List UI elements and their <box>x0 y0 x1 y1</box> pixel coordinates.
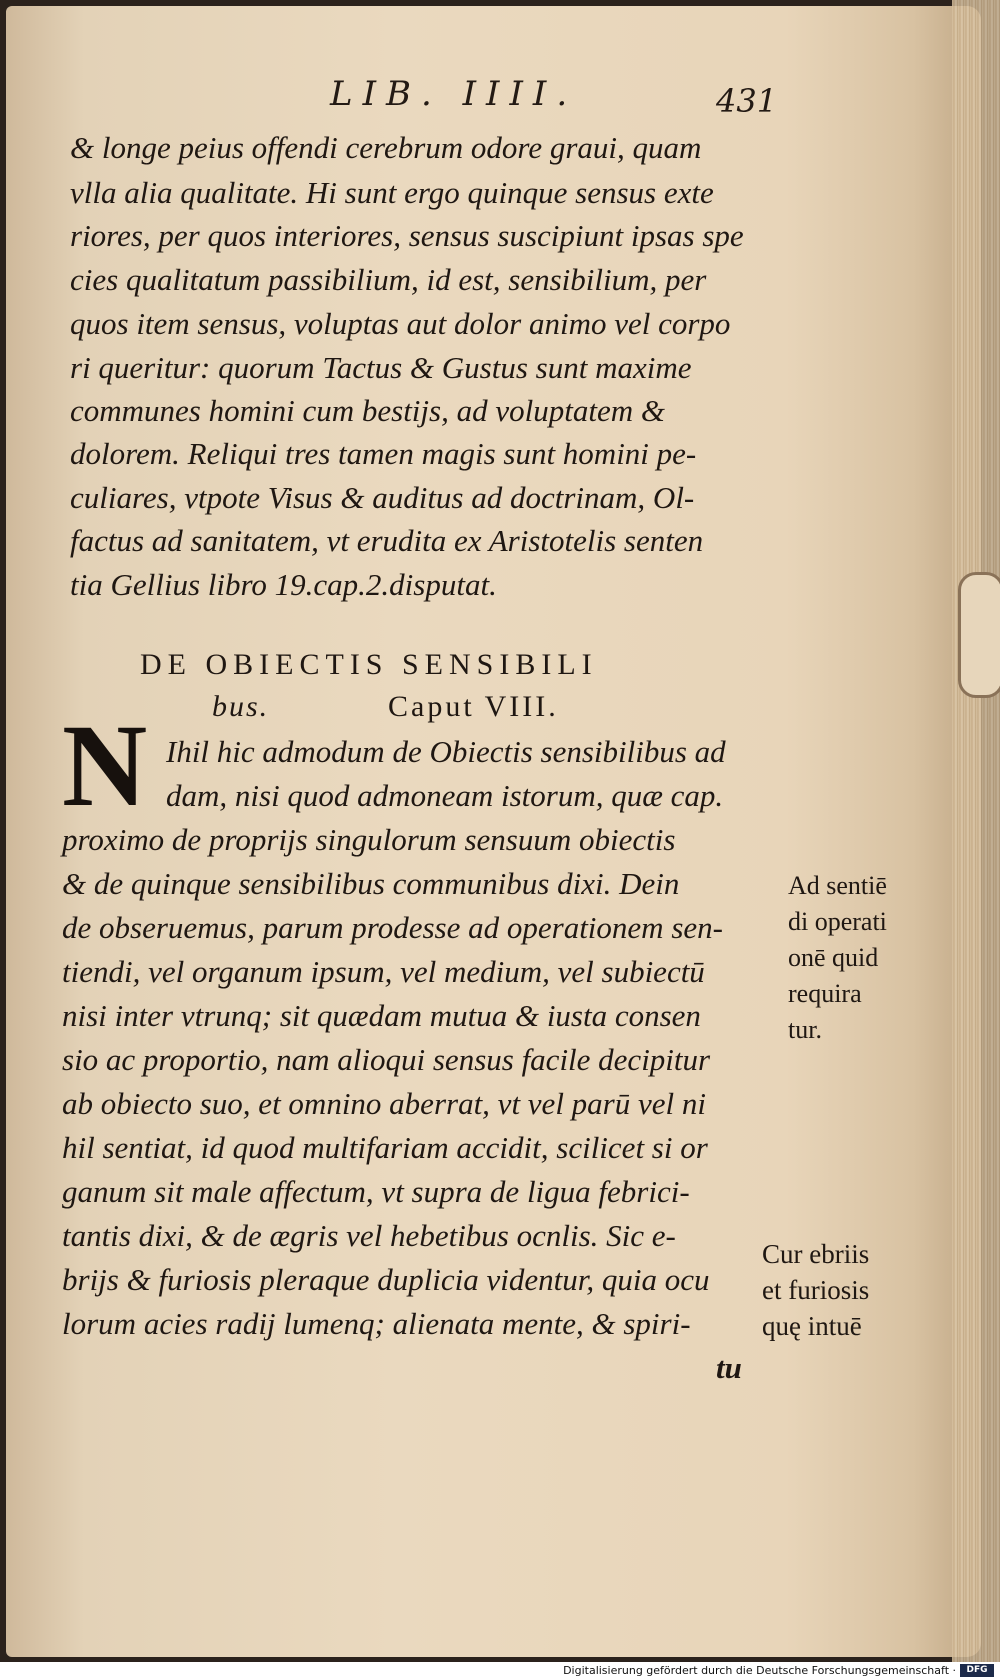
marginal-note-1 <box>788 868 887 1048</box>
text-line: communes homini cum bestijs, ad voluptatem & <box>70 393 665 428</box>
text-line: brijs & furiosis pleraque duplicia videntur, quia ocu <box>62 1262 710 1297</box>
chapter-heading: DE OBIECTIS SENSIBILI <box>140 648 598 681</box>
chapter-heading-continued: bus. <box>212 690 270 723</box>
text-line: ri queritur: quorum Tactus & Gustus sunt maxime <box>70 350 692 385</box>
text-line: ab obiecto suo, et omnino aberrat, vt vel parū vel ni <box>62 1086 706 1121</box>
text-line: factus ad sanitatem, vt erudita ex Aristotelis senten <box>70 523 704 558</box>
text-line: proximo de proprijs singulorum sensuum obiectis <box>62 822 676 857</box>
page-number: 431 <box>716 82 778 120</box>
clasp-mark <box>958 572 1000 698</box>
chapter-number: Caput VIII. <box>388 690 559 723</box>
text-line: lorum acies radij lumenq; alienata mente, & spiri- <box>62 1306 691 1341</box>
footer-bar <box>0 1662 1000 1679</box>
margin-note-line: tur. <box>788 1015 822 1044</box>
margin-note-line: onē quid <box>788 943 879 972</box>
dfg-logo: DFG <box>960 1664 994 1677</box>
text-line: quos item sensus, voluptas aut dolor animo vel corpo <box>70 306 731 341</box>
text-line: dolorem. Reliqui tres tamen magis sunt homini pe- <box>70 436 697 471</box>
text-line: tiendi, vel organum ipsum, vel medium, vel subiectū <box>62 954 705 989</box>
text-line: nisi inter vtrunq; sit quædam mutua & iusta consen <box>62 998 701 1033</box>
margin-note-line: et furiosis <box>762 1275 870 1305</box>
margin-note-line: Cur ebriis <box>762 1239 870 1269</box>
text-line: & longe peius offendi cerebrum odore graui, quam <box>70 130 702 165</box>
text-line: tantis dixi, & de ægris vel hebetibus ocnlis. Sic e- <box>62 1218 676 1253</box>
catchword: tu <box>716 1350 742 1385</box>
margin-note-line: Ad sentiē <box>788 871 887 900</box>
text-line: hil sentiat, id quod multifariam accidit, scilicet si or <box>62 1130 708 1165</box>
text-line: Ihil hic admodum de Obiectis sensibilibus ad <box>166 734 726 769</box>
text-line: tia Gellius libro 19.cap.2.disputat. <box>70 567 497 602</box>
page-fore-edge <box>952 0 1000 1662</box>
margin-note-line: requira <box>788 979 862 1008</box>
margin-note-line: di operati <box>788 907 887 936</box>
text-line: de obseruemus, parum prodesse ad operationem sen- <box>62 910 723 945</box>
running-head: LIB. IIII. <box>330 74 578 114</box>
margin-note-line: quę intuē <box>762 1311 862 1341</box>
marginal-note-2 <box>762 1236 869 1344</box>
decorated-initial: N <box>62 700 148 831</box>
text-line: ganum sit male affectum, vt supra de ligua febrici- <box>62 1174 690 1209</box>
text-line: sio ac proportio, nam alioqui sensus facile decipitur <box>62 1042 711 1077</box>
text-line: riores, per quos interiores, sensus suscipiunt ipsas spe <box>70 218 744 253</box>
text-line: vlla alia qualitate. Hi sunt ergo quinque sensus exte <box>70 175 714 210</box>
text-line: cies qualitatum passibilium, id est, sensibilium, per <box>70 262 707 297</box>
text-line: & de quinque sensibilibus communibus dixi. Dein <box>62 866 680 901</box>
text-line: culiares, vtpote Visus & auditus ad doctrinam, Ol- <box>70 480 695 515</box>
funding-credit: Digitalisierung gefördert durch die Deutsche Forschungsgemeinschaft · <box>563 1664 956 1677</box>
text-line: dam, nisi quod admoneam istorum, quæ cap. <box>166 778 724 813</box>
